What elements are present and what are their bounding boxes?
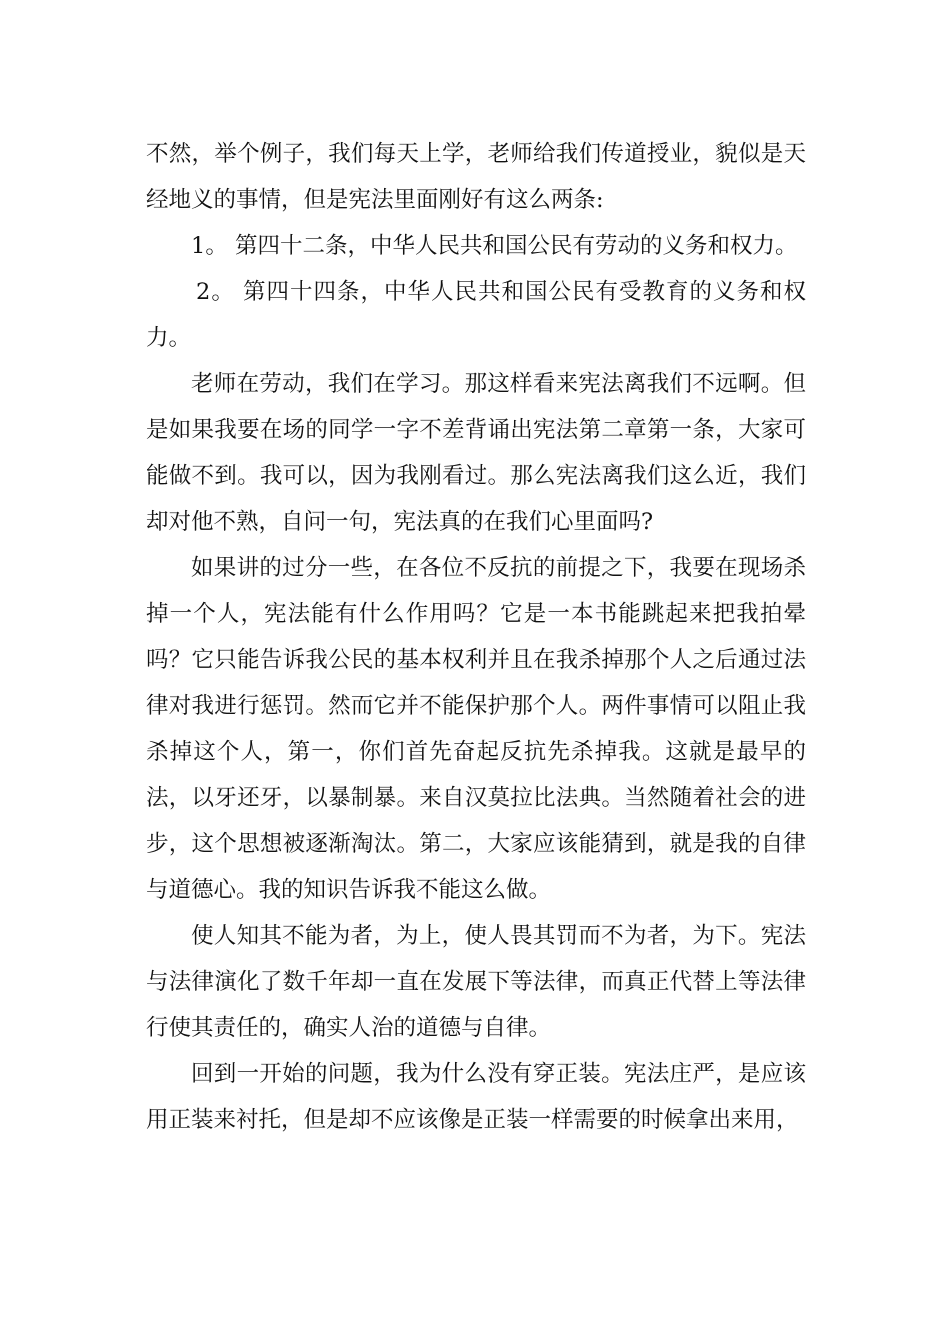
paragraph-quote: 使人知其不能为者，为上，使人畏其罚而不为者，为下。宪法与法律演化了数千年却一直在发展下等法律，而真正代替上等法律行使其责任的，确实人治的道德与自律。 <box>146 923 806 1041</box>
paragraph-hypothetical: 如果讲的过分一些，在各位不反抗的前提之下，我要在现场杀掉一个人，宪法能有什么作用吗？它是一本书能跳起来把我拍晕吗？它只能告诉我公民的基本权利并且在我杀掉那个人之后通过法律对我进行惩罚。然而它并不能保护那个人。两件事情可以阻止我杀掉这个人，第一，你们首先奋起反抗先杀掉我。这就是最早的法，以牙还牙，以暴制暴。来自汉莫拉比法典。当然随着社会的进步，这个思想被逐渐淘汰。第二，大家应该能猜到，就是我的自律与道德心。我的知识告诉我不能这么做。 <box>146 555 806 903</box>
document-body <box>146 131 806 1143</box>
paragraph-teacher-labor: 老师在劳动，我们在学习。那这样看来宪法离我们不远啊。但是如果我要在场的同学一字不差背诵出宪法第二章第一条，大家可能做不到。我可以，因为我刚看过。那么宪法离我们这么近，我们却对他不熟，自问一句，宪法真的在我们心里面吗? <box>146 371 806 535</box>
list-item-article-44: 2。 第四十四条，中华人民共和国公民有受教育的义务和权力。 <box>146 279 806 351</box>
paragraph-continuation: 不然，举个例子，我们每天上学，老师给我们传道授业，貌似是天经地义的事情，但是宪法里面刚好有这么两条: <box>146 141 806 213</box>
list-item-article-42: 1。 第四十二条，中华人民共和国公民有劳动的义务和权力。 <box>191 233 798 259</box>
paragraph-formal-wear: 回到一开始的问题，我为什么没有穿正装。宪法庄严，是应该用正装来衬托，但是却不应该像是正装一样需要的时候拿出来用， <box>146 1061 806 1133</box>
